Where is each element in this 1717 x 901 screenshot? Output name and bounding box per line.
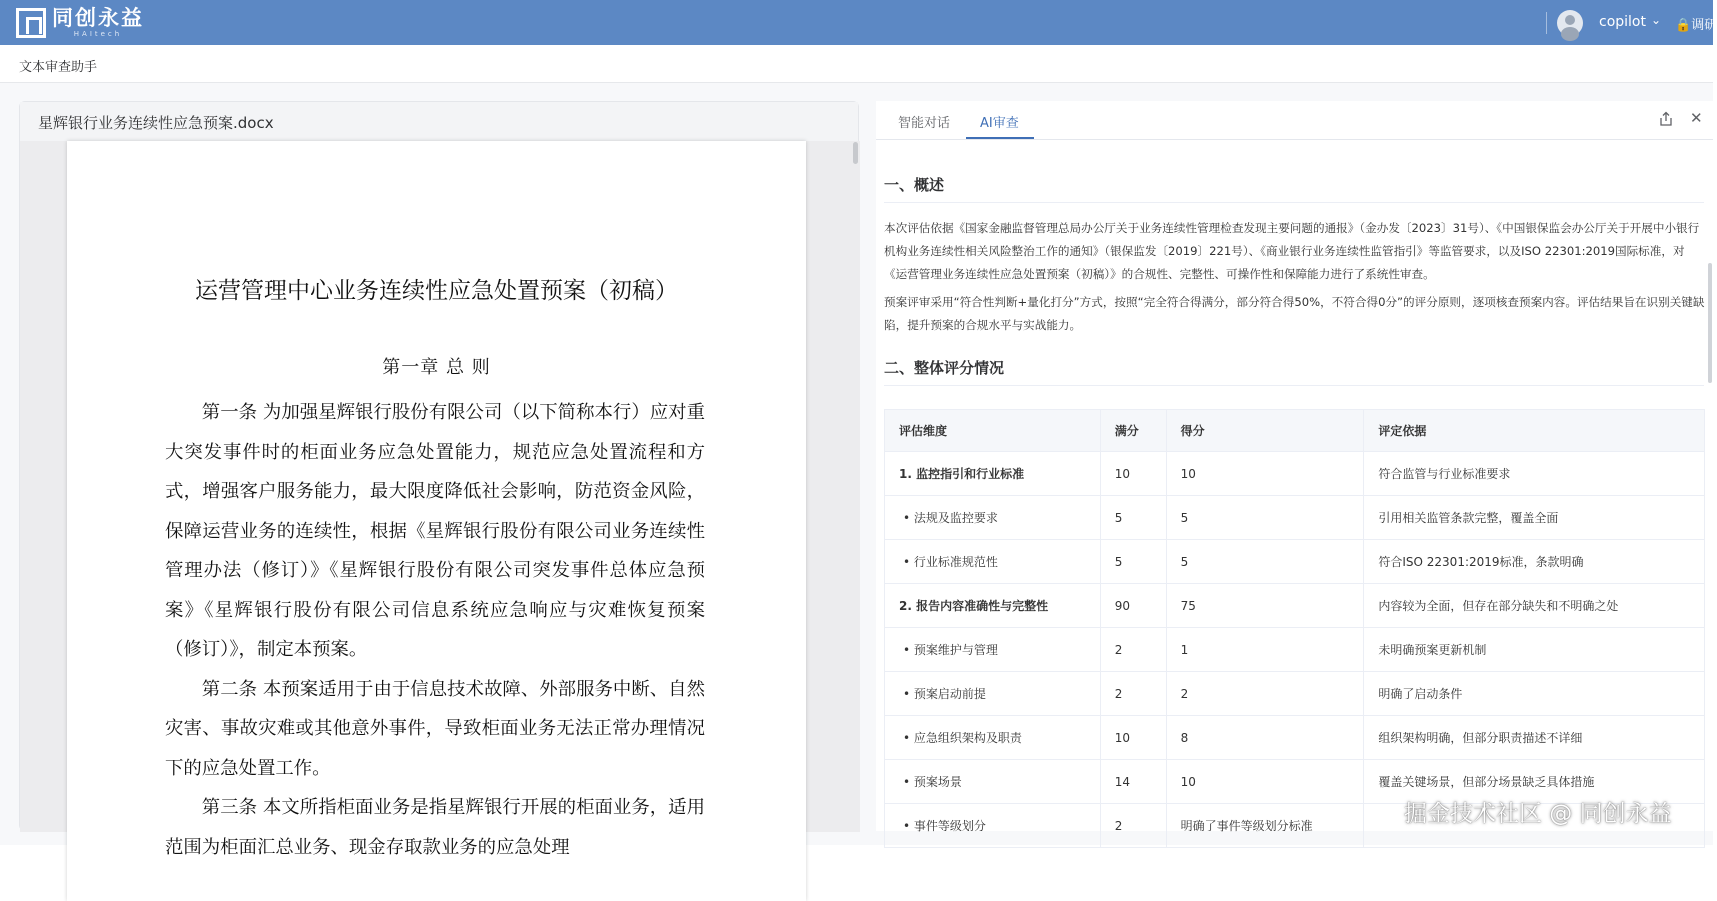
column-header: 满分 (1100, 410, 1166, 452)
section-heading: 一、概述 (884, 176, 945, 194)
score-cell: 10 (1166, 452, 1364, 496)
document-paragraph: 第二条 本预案适用于由于信息技术故障、外部服务中断、自然灾害、事故灾难或其他意外事件，导致柜面业务无法正常办理情况下的应急处置工作。 (165, 678, 705, 779)
document-body (165, 393, 705, 867)
dimension-cell: • 预案启动前提 (885, 672, 1101, 716)
full-score-cell: 5 (1100, 540, 1166, 584)
tab-smart-chat[interactable]: 智能对话 (898, 116, 951, 131)
dimension-cell: • 预案场景 (885, 760, 1101, 804)
column-header: 评估维度 (885, 410, 1101, 452)
full-score-cell: 2 (1100, 628, 1166, 672)
full-score-cell: 5 (1100, 496, 1166, 540)
table-row (885, 628, 1705, 672)
overview-paragraph: 本次评估依据《国家金融监督管理总局办公厅关于业务连续性管理检查发现主要问题的通报》（金办发〔2023〕31号）、《中国银保监会办公厅关于开展中小银行机构业务连续性相关风险整治工作的通知》（银保监发〔2019〕221号）、《商业银行业务连续性监管指引》等监管要求，以及ISO 22301:2019国际标准，对《运营管理业务连续性应急处置预案（初稿）》的合规性、完整性、可操作性和保障能力进行了系统性审查。 (884, 221, 1700, 281)
score-cell: 5 (1166, 540, 1364, 584)
score-cell: 75 (1166, 584, 1364, 628)
basis-cell: 未明确预案更新机制 (1364, 628, 1705, 672)
table-row (885, 584, 1705, 628)
review-content (876, 141, 1713, 831)
basis-cell: 符合ISO 22301:2019标准，条款明确 (1364, 540, 1705, 584)
document-paragraph: 第三条 本文所指柜面业务是指星辉银行开展的柜面业务，适用范围为柜面汇总业务、现金存取款业务的应急处理 (165, 797, 705, 858)
document-page (67, 141, 806, 901)
score-cell: 明确了事件等级划分标准 (1166, 804, 1364, 848)
dimension-cell: • 预案维护与管理 (885, 628, 1101, 672)
close-icon[interactable]: ✕ (1690, 109, 1703, 127)
divider (884, 385, 1704, 386)
review-scrollbar[interactable] (1708, 263, 1712, 383)
company-logo[interactable] (16, 6, 144, 40)
header-divider (1546, 12, 1547, 34)
basis-cell: 引用相关监管条款完整，覆盖全面 (1364, 496, 1705, 540)
logo-text: 同创永益 (52, 6, 144, 30)
table-row (885, 672, 1705, 716)
lock-link[interactable] (1675, 14, 1717, 33)
share-icon[interactable] (1658, 111, 1674, 127)
dimension-cell: 1. 监控指引和行业标准 (885, 452, 1101, 496)
review-panel (876, 101, 1713, 831)
score-cell: 8 (1166, 716, 1364, 760)
basis-cell: 覆盖关键场景，但部分场景缺乏具体措施 (1364, 760, 1705, 804)
document-viewer[interactable] (20, 141, 860, 858)
logo-subtext: HAItech (73, 30, 123, 38)
review-tabs (876, 101, 1713, 140)
table-row (885, 452, 1705, 496)
dimension-cell: • 行业标准规范性 (885, 540, 1101, 584)
page-title: 文本审查助手 (19, 60, 98, 75)
score-cell: 10 (1166, 760, 1364, 804)
overview-paragraph: 预案评审采用“符合性判断+量化打分”方式，按照“完全符合得满分，部分符合得50%，不符合得0分”的评分原则，逐项核查预案内容。评估结果旨在识别关键缺陷，提升预案的合规水平与实战能力。 (884, 295, 1705, 332)
user-avatar-icon[interactable] (1557, 10, 1583, 36)
document-chapter: 第一章 总 则 (382, 357, 491, 378)
full-score-cell: 10 (1100, 716, 1166, 760)
divider (884, 202, 1704, 203)
full-score-cell: 14 (1100, 760, 1166, 804)
basis-cell: 内容较为全面，但存在部分缺失和不明确之处 (1364, 584, 1705, 628)
document-scrollbar[interactable] (853, 142, 858, 164)
document-title: 运营管理中心业务连续性应急处置预案（初稿） (195, 278, 678, 304)
table-row (885, 496, 1705, 540)
document-panel (19, 101, 859, 858)
dimension-cell: • 事件等级划分 (885, 804, 1101, 848)
dimension-cell: 2. 报告内容准确性与完整性 (885, 584, 1101, 628)
table-header-row (885, 410, 1705, 452)
full-score-cell: 2 (1100, 672, 1166, 716)
score-table (884, 409, 1705, 848)
basis-cell: 明确了启动条件 (1364, 672, 1705, 716)
lock-icon: 🔒 (1675, 18, 1692, 33)
column-header: 评定依据 (1364, 410, 1705, 452)
section-heading: 二、整体评分情况 (884, 359, 1005, 377)
full-score-cell: 90 (1100, 584, 1166, 628)
score-cell: 5 (1166, 496, 1364, 540)
lock-label: 调研 (1691, 18, 1717, 33)
chevron-down-icon[interactable]: ⌄ (1651, 13, 1662, 27)
basis-cell: 符合监管与行业标准要求 (1364, 452, 1705, 496)
document-filename: 星辉银行业务连续性应急预案.docx (20, 102, 858, 141)
full-score-cell: 2 (1100, 804, 1166, 848)
score-cell: 2 (1166, 672, 1364, 716)
basis-cell: 组织架构明确，但部分职责描述不详细 (1364, 716, 1705, 760)
document-paragraph: 第一条 为加强星辉银行股份有限公司（以下简称本行）应对重大突发事件时的柜面业务应急处置能力，规范应急处置流程和方式，增强客户服务能力，最大限度降低社会影响，防范资金风险，保障运营业务的连续性，根据《星辉银行股份有限公司业务连续性管理办法（修订）》《星辉银行股份有限公司突发事件总体应急预案》《星辉银行股份有限公司信息系统应急响应与灾难恢复预案（修订）》，制定本预案。 (165, 402, 705, 660)
top-navbar (0, 0, 1717, 45)
dimension-cell: • 法规及监控要求 (885, 496, 1101, 540)
logo-icon (16, 8, 46, 38)
table-row (885, 716, 1705, 760)
full-score-cell: 10 (1100, 452, 1166, 496)
active-tab-indicator (966, 137, 1034, 139)
dimension-cell: • 应急组织架构及职责 (885, 716, 1101, 760)
score-cell: 1 (1166, 628, 1364, 672)
watermark-text: 掘金技术社区 @ 同创永益 (1404, 801, 1672, 827)
column-header: 得分 (1166, 410, 1364, 452)
table-row (885, 540, 1705, 584)
tab-ai-review[interactable]: AI审查 (980, 116, 1019, 131)
page-header (0, 45, 1713, 83)
user-name[interactable]: copilot (1599, 14, 1646, 30)
